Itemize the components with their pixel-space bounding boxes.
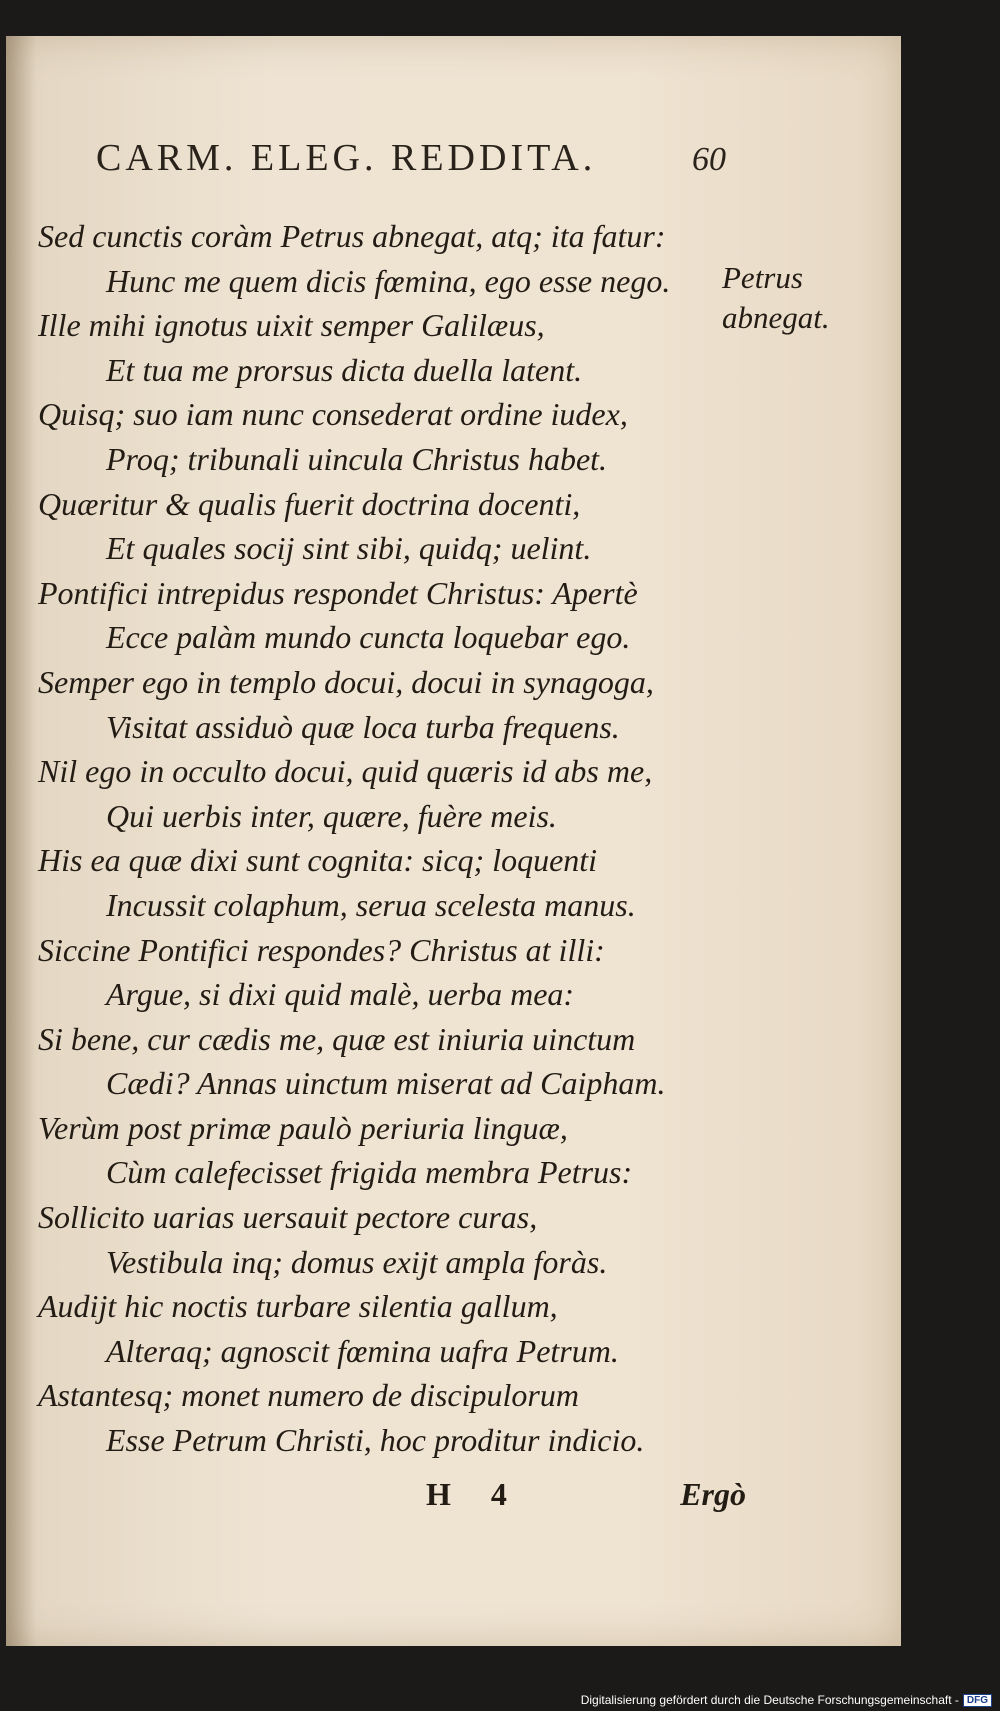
verse-line: Et tua me prorsus dicta duella latent. bbox=[106, 351, 583, 388]
verse-line: Sollicito uarias uersauit pectore curas, bbox=[38, 1199, 538, 1236]
marginal-note-line: abnegat. bbox=[722, 300, 830, 335]
catchword: Ergò bbox=[680, 1476, 746, 1512]
page-header bbox=[96, 136, 726, 180]
verse-line: Cùm calefecisset frigida membra Petrus: bbox=[106, 1154, 633, 1191]
running-title: CARM. ELEG. REDDITA. bbox=[96, 137, 597, 179]
verse-line: Quæritur & qualis fuerit doctrina docenti, bbox=[38, 485, 581, 522]
verse-line: Vestibula inq; domus exijt ampla foràs. bbox=[106, 1243, 608, 1280]
marginal-note-line: Petrus bbox=[722, 260, 803, 295]
verse-line: Cædi? Annas uinctum miserat ad Caipham. bbox=[106, 1065, 666, 1102]
verse-line: Esse Petrum Christi, hoc proditur indicio. bbox=[106, 1422, 645, 1459]
verse-line: Ecce palàm mundo cuncta loquebar ego. bbox=[106, 619, 631, 656]
dfg-logo: DFG bbox=[963, 1694, 992, 1707]
verse-line: Audijt hic noctis turbare silentia gallum, bbox=[38, 1288, 558, 1325]
verse-line: Ille mihi ignotus uixit semper Galilæus, bbox=[38, 307, 545, 344]
verse-line: Nil ego in occulto docui, quid quæris id abs me, bbox=[38, 753, 653, 790]
verse-line: Visitat assiduò quæ loca turba frequens. bbox=[106, 708, 620, 745]
verse-line: Siccine Pontifici respondes? Christus at illi: bbox=[38, 931, 605, 968]
verse-line: Semper ego in templo docui, docui in synagoga, bbox=[38, 663, 654, 700]
verse-line: Astantesq; monet numero de discipulorum bbox=[38, 1377, 579, 1414]
signature-number: 4 bbox=[490, 1476, 507, 1512]
poem-text bbox=[38, 214, 728, 1463]
marginal-note bbox=[722, 258, 862, 338]
verse-line: Et quales socij sint sibi, quidq; uelint. bbox=[106, 530, 592, 567]
credit-text: Digitalisierung gefördert durch die Deutsche Forschungsgemeinschaft - bbox=[580, 1693, 959, 1707]
page-footer bbox=[426, 1476, 746, 1513]
verse-line: Pontifici intrepidus respondet Christus: Apertè bbox=[38, 574, 638, 611]
page-number: 60 bbox=[692, 141, 726, 178]
verse-line: Argue, si dixi quid malè, uerba mea: bbox=[106, 976, 575, 1013]
verse-line: Incussit colaphum, serua scelesta manus. bbox=[106, 886, 636, 923]
verse-line: Sed cunctis coràm Petrus abnegat, atq; ita fatur: bbox=[38, 218, 666, 254]
verse-line: Alteraq; agnoscit fœmina uafra Petrum. bbox=[106, 1332, 619, 1369]
verse-line: Quisq; suo iam nunc consederat ordine iudex, bbox=[38, 396, 628, 433]
signature-mark bbox=[426, 1476, 507, 1513]
book-page bbox=[6, 36, 901, 1646]
verse-line: Proq; tribunali uincula Christus habet. bbox=[106, 440, 608, 477]
verse-line: Verùm post primæ paulò periuria linguæ, bbox=[38, 1109, 568, 1146]
digitization-credit bbox=[581, 1693, 992, 1707]
signature-letter: H bbox=[426, 1476, 451, 1512]
verse-line: Si bene, cur cædis me, quæ est iniuria uinctum bbox=[38, 1020, 636, 1057]
verse-line: Qui uerbis inter, quære, fuère meis. bbox=[106, 797, 557, 834]
verse-line: Hunc me quem dicis fœmina, ego esse nego. bbox=[106, 262, 671, 299]
verse-line: His ea quæ dixi sunt cognita: sicq; loquenti bbox=[38, 842, 598, 879]
page-spine-shadow bbox=[6, 36, 36, 1646]
